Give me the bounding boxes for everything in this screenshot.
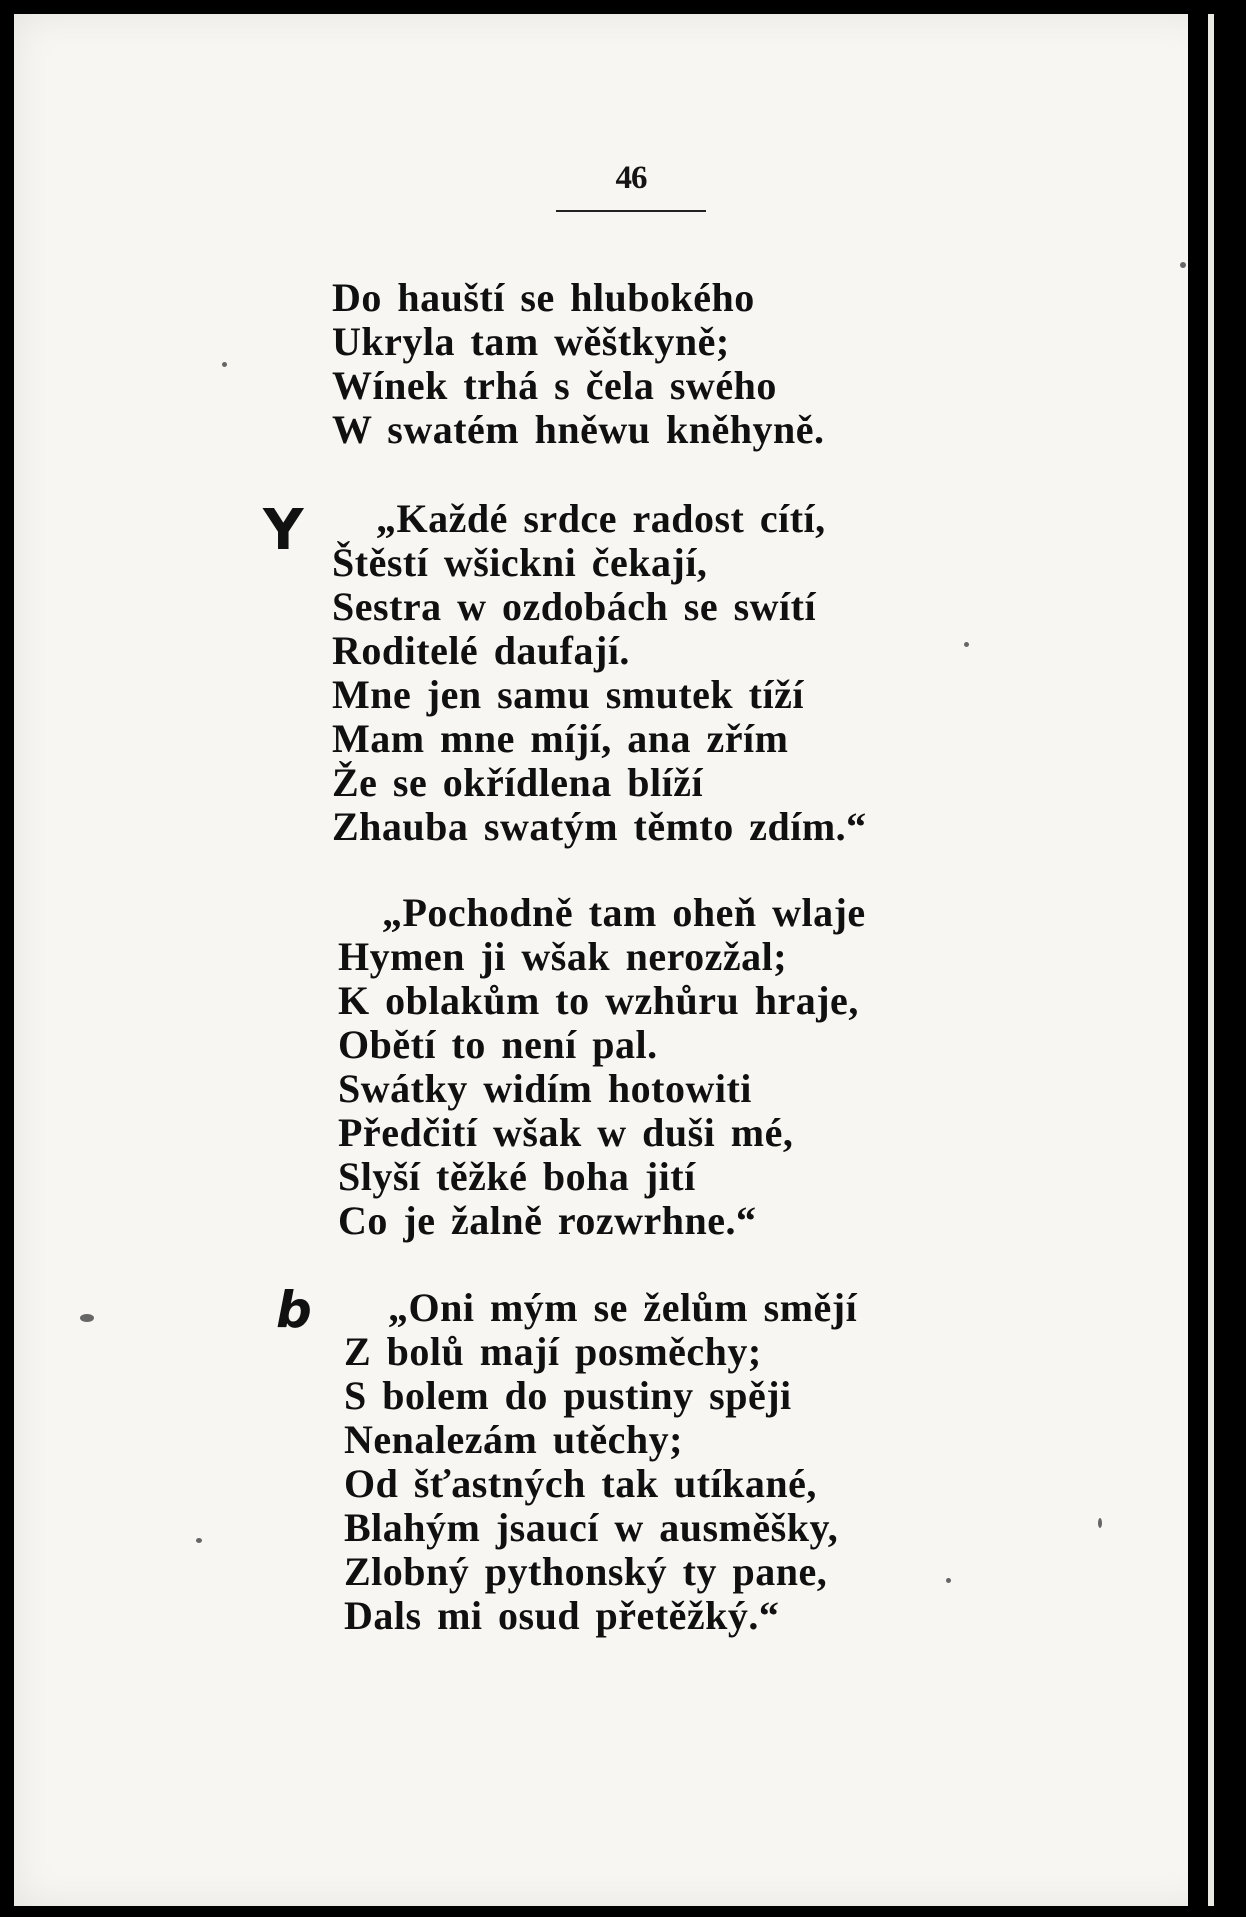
verse-line: Zlobný pythonský ty pane, [344,1549,828,1594]
verse-line: Ukryla tam wěštkyně; [332,319,730,364]
verse-line: Od šťastných tak utíkané, [344,1461,817,1506]
verse-line: „Každé srdce radost cítí, [376,496,826,541]
stanza-1 [332,276,825,452]
verse-line: Mne jen samu smutek tíží [332,672,804,717]
verse-line: Blahým jsaucí w ausměšky, [344,1505,839,1550]
verse-line: Dals mi osud přetěžký.“ [344,1593,780,1638]
stanza-4 [344,1286,857,1638]
paper-speck [946,1578,951,1583]
verse-line: Wínek trhá s čela swého [332,363,777,408]
stanza-3 [338,891,866,1243]
verse-line: Že se okřídlena blíží [332,760,704,805]
verse-line: Nenalezám utěchy; [344,1417,683,1462]
paper-speck [1098,1518,1102,1528]
margin-mark-b: b [276,1281,312,1339]
verse-line: Hymen ji wšak nerozžal; [338,934,788,979]
verse-line: K oblakům to wzhůru hraje, [338,978,859,1023]
verse-line: „Oni mým se želům smějí [388,1285,858,1330]
margin-mark-y: Y [263,498,304,563]
stanza-2 [332,497,867,849]
paper-speck [1180,262,1186,268]
verse-line: Roditelé daufají. [332,628,630,673]
verse-line: Sestra w ozdobách se swítí [332,584,817,629]
paper-speck [80,1314,94,1322]
verse-line: Z bolů mají posměchy; [344,1329,762,1374]
page-number-rule [556,210,706,212]
verse-line: Mam mne míjí, ana zřím [332,716,789,761]
verse-line: Slyší těžké boha jití [338,1154,696,1199]
verse-line: Co je žalně rozwrhne.“ [338,1198,757,1243]
paper-speck [196,1538,202,1543]
verse-line: S bolem do pustiny spěji [344,1373,792,1418]
page-number: 46 [615,160,647,196]
paper-speck [964,642,969,647]
paper-speck [222,362,227,367]
verse-line: Štěstí wšickni čekají, [332,540,708,585]
verse-line: Do hauští se hlubokého [332,275,755,320]
verse-line: Obětí to není pal. [338,1022,658,1067]
verse-line: W swatém hněwu kněhyně. [332,407,825,452]
verse-line: Swátky widím hotowiti [338,1066,752,1111]
verse-line: Zhauba swatým těmto zdím.“ [332,804,867,849]
verse-line: „Pochodně tam oheň wlaje [382,890,866,935]
adjacent-page-edge [1208,14,1214,1906]
verse-line: Předčití wšak w duši mé, [338,1110,794,1155]
